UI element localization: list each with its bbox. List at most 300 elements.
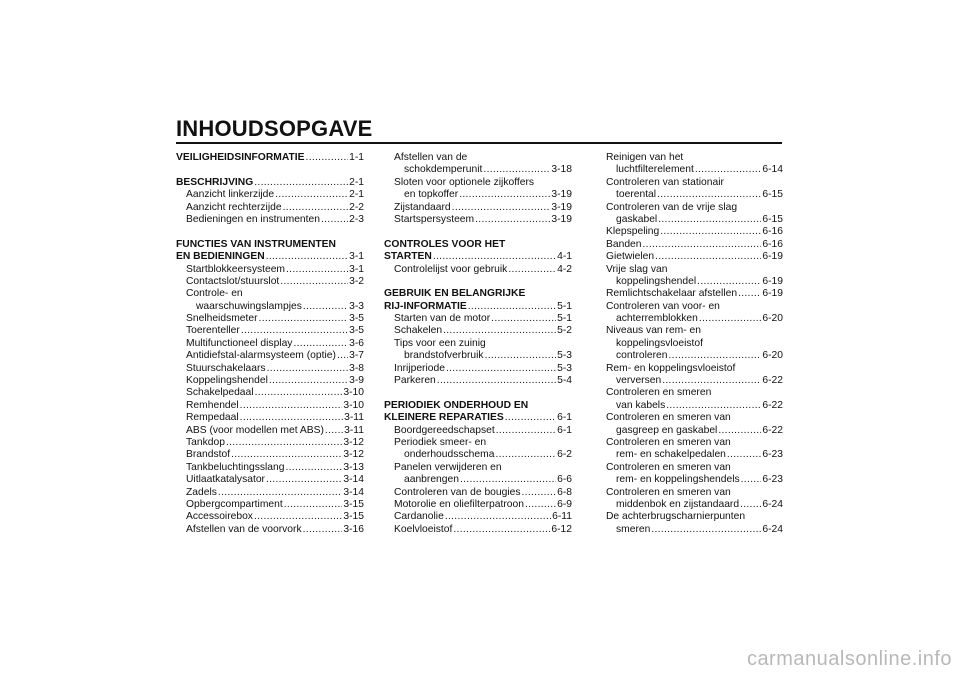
toc-entry-title: rem- en koppelingshendels bbox=[616, 474, 740, 486]
toc-entry-line bbox=[176, 524, 364, 536]
dot-leader bbox=[669, 350, 762, 362]
toc-entry[interactable] bbox=[176, 338, 364, 350]
toc-entry-line bbox=[176, 511, 364, 523]
toc-page-number: 3-7 bbox=[349, 350, 364, 362]
toc-entry[interactable] bbox=[384, 202, 572, 214]
dot-leader bbox=[283, 202, 349, 214]
toc-entry[interactable] bbox=[384, 325, 572, 337]
toc-entry-line bbox=[596, 499, 783, 511]
toc-entry-title: Controleren van de vrije slag bbox=[606, 201, 738, 213]
toc-entry[interactable] bbox=[384, 511, 572, 523]
toc-entry[interactable] bbox=[176, 449, 364, 461]
toc-page-number: 3-11 bbox=[344, 424, 364, 436]
toc-entry-line bbox=[596, 251, 783, 263]
dot-leader bbox=[718, 425, 761, 437]
toc-page-number: 6-19 bbox=[762, 275, 783, 287]
toc-entry[interactable] bbox=[384, 499, 572, 511]
toc-entry-line bbox=[384, 214, 572, 226]
toc-entry-title: Controleren en smeren van bbox=[606, 436, 731, 448]
toc-entry[interactable] bbox=[176, 499, 364, 511]
toc-page-number: 6-20 bbox=[762, 350, 783, 362]
dot-leader bbox=[337, 350, 348, 362]
toc-entry[interactable] bbox=[176, 474, 364, 486]
toc-page-number: 6-1 bbox=[557, 424, 572, 436]
toc-page-number: 2-1 bbox=[349, 189, 364, 201]
toc-entry-title: Koelvloeistof bbox=[394, 523, 453, 535]
section-spacer bbox=[384, 276, 572, 288]
toc-entry[interactable] bbox=[596, 239, 783, 251]
toc-entry-line bbox=[384, 400, 572, 412]
dot-leader bbox=[459, 189, 550, 201]
toc-entry-line bbox=[596, 152, 783, 164]
toc-entry[interactable] bbox=[596, 288, 783, 300]
toc-entry-line bbox=[384, 363, 572, 375]
toc-entry[interactable] bbox=[176, 487, 364, 499]
toc-entry-title: Antidiefstal-alarmsysteem (optie) bbox=[186, 350, 336, 362]
toc-page-number: 3-13 bbox=[343, 461, 364, 473]
toc-entry-title: Inrijperiode bbox=[394, 362, 445, 374]
dot-leader bbox=[468, 301, 556, 313]
toc-page-number: 6-20 bbox=[762, 313, 783, 325]
toc-entry[interactable] bbox=[596, 202, 783, 227]
toc-column-1 bbox=[176, 152, 364, 536]
toc-entry[interactable] bbox=[596, 325, 783, 362]
toc-entry-title: Stuurschakelaars bbox=[186, 362, 266, 374]
toc-entry-title: Koppelingshendel bbox=[186, 375, 268, 387]
toc-entry-title: controleren bbox=[616, 350, 668, 362]
toc-entry-line bbox=[596, 400, 783, 412]
toc-entry-title: Toerenteller bbox=[186, 325, 240, 337]
toc-page-number: 3-6 bbox=[349, 337, 364, 349]
toc-entry-title: Afstellen van de bbox=[394, 152, 468, 163]
toc-page-number: 3-19 bbox=[551, 213, 572, 225]
toc-entry-title: Aanzicht linkerzijde bbox=[186, 189, 275, 201]
toc-entry-title: Startblokkeersysteem bbox=[186, 263, 286, 275]
toc-entry-line bbox=[596, 301, 783, 313]
toc-entry[interactable] bbox=[596, 387, 783, 412]
toc-entry-title: STARTEN bbox=[384, 251, 432, 263]
toc-entry-line bbox=[596, 511, 783, 523]
toc-entry-title: Starten van de motor bbox=[394, 313, 491, 325]
toc-entry-line bbox=[176, 214, 364, 226]
toc-entry-line bbox=[596, 239, 783, 251]
toc-page-number: 3-15 bbox=[343, 511, 364, 523]
toc-entry-line bbox=[384, 437, 572, 449]
toc-entry[interactable] bbox=[176, 462, 364, 474]
toc-entry[interactable] bbox=[596, 412, 783, 437]
toc-entry-title: Banden bbox=[606, 238, 642, 250]
toc-page-number: 6-22 bbox=[762, 399, 783, 411]
toc-entry-line bbox=[176, 251, 364, 263]
toc-entry-title: Rem- en koppelingsvloeistof bbox=[606, 362, 736, 374]
dot-leader bbox=[695, 164, 762, 176]
toc-entry[interactable] bbox=[384, 462, 572, 487]
toc-entry-title: Uitlaatkatalysator bbox=[186, 474, 265, 486]
dot-leader bbox=[303, 301, 348, 313]
toc-entry-title: Vrije slag van bbox=[606, 263, 668, 275]
toc-entry-line bbox=[596, 202, 783, 214]
toc-entry[interactable] bbox=[596, 264, 783, 289]
toc-page-number: 6-23 bbox=[762, 449, 783, 461]
toc-entry-title: waarschuwingslampjes bbox=[196, 300, 302, 312]
toc-entry-line bbox=[384, 202, 572, 214]
toc-page-number: 6-24 bbox=[762, 523, 783, 535]
toc-entry-title: Afstellen van de voorvork bbox=[186, 523, 302, 535]
toc-entry-title: KLEINERE REPARATIES bbox=[384, 412, 504, 424]
toc-page-number: 3-12 bbox=[343, 449, 364, 461]
dot-leader bbox=[437, 375, 556, 387]
toc-entry-line bbox=[596, 387, 783, 399]
toc-page-number: 5-4 bbox=[557, 375, 572, 387]
toc-entry-line bbox=[176, 487, 364, 499]
dot-leader bbox=[267, 363, 349, 375]
toc-entry-title: toerental bbox=[616, 189, 657, 201]
toc-entry-line bbox=[384, 462, 572, 474]
toc-entry-line bbox=[384, 474, 572, 486]
toc-entry-title: Tankbeluchtingsslang bbox=[186, 461, 285, 473]
toc-page-number: 6-22 bbox=[762, 424, 783, 436]
toc-page-number: 6-16 bbox=[762, 226, 783, 238]
toc-entry-title: Tips voor een zuinig bbox=[394, 337, 486, 349]
toc-entry-line bbox=[596, 276, 783, 288]
toc-page-number: 6-8 bbox=[557, 486, 572, 498]
dot-leader bbox=[483, 164, 550, 176]
toc-entry-title: rem- en schakelpedalen bbox=[616, 449, 726, 461]
toc-page-number: 3-10 bbox=[343, 387, 364, 399]
dot-leader bbox=[240, 412, 343, 424]
toc-entry-title: ABS (voor modellen met ABS) bbox=[186, 424, 324, 436]
toc-entry-title: Snelheidsmeter bbox=[186, 313, 258, 325]
toc-entry-line bbox=[176, 288, 364, 300]
toc-page-number: 3-12 bbox=[343, 436, 364, 448]
toc-entry-title: Remhendel bbox=[186, 399, 239, 411]
toc-section-heading[interactable] bbox=[176, 152, 364, 164]
section-spacer bbox=[384, 226, 572, 238]
toc-entry-line bbox=[596, 189, 783, 201]
toc-entry[interactable] bbox=[384, 214, 572, 226]
toc-entry-line bbox=[176, 462, 364, 474]
toc-page-number: 3-15 bbox=[343, 498, 364, 510]
toc-page-number: 6-12 bbox=[551, 523, 572, 535]
toc-page-number: 3-19 bbox=[551, 189, 572, 201]
toc-entry[interactable] bbox=[384, 524, 572, 536]
toc-entry[interactable] bbox=[384, 313, 572, 325]
dot-leader bbox=[254, 177, 348, 189]
toc-page-number: 6-9 bbox=[557, 498, 572, 510]
toc-entry-line bbox=[384, 313, 572, 325]
toc-entry-title: Controleren en smeren van bbox=[606, 486, 731, 498]
toc-entry-title: luchtfilterelement bbox=[616, 164, 694, 176]
toc-page-number: 6-15 bbox=[762, 189, 783, 201]
toc-entry[interactable] bbox=[596, 511, 783, 536]
toc-page-number: 4-2 bbox=[557, 263, 572, 275]
toc-entry-title: Rempedaal bbox=[186, 412, 239, 424]
toc-section-heading[interactable] bbox=[176, 177, 364, 189]
toc-entry-title: GEBRUIK EN BELANGRIJKE bbox=[384, 288, 526, 300]
section-spacer bbox=[384, 387, 572, 399]
toc-entry-line bbox=[384, 152, 572, 164]
dot-leader bbox=[266, 474, 342, 486]
toc-entry-title: Niveaus van rem- en bbox=[606, 325, 701, 337]
toc-entry-line bbox=[384, 189, 572, 201]
toc-entry-title: gaskabel bbox=[616, 213, 658, 225]
dot-leader bbox=[666, 400, 761, 412]
toc-entry-line bbox=[176, 276, 364, 288]
toc-entry-line bbox=[596, 487, 783, 499]
dot-leader bbox=[293, 338, 348, 350]
toc-entry[interactable] bbox=[176, 400, 364, 412]
toc-entry[interactable] bbox=[384, 177, 572, 202]
toc-page-number: 6-2 bbox=[557, 449, 572, 461]
toc-entry[interactable] bbox=[384, 437, 572, 462]
toc-entry-title: Sloten voor optionele zijkoffers bbox=[394, 176, 535, 188]
toc-entry[interactable] bbox=[176, 325, 364, 337]
toc-page-number: 5-3 bbox=[557, 350, 572, 362]
dot-leader bbox=[269, 375, 348, 387]
toc-entry[interactable] bbox=[176, 511, 364, 523]
toc-section-heading[interactable] bbox=[384, 239, 572, 264]
toc-entry-line bbox=[176, 387, 364, 399]
dot-leader bbox=[284, 499, 343, 511]
toc-entry-title: schokdemperunit bbox=[404, 164, 483, 176]
toc-entry-line bbox=[596, 449, 783, 461]
dot-leader bbox=[662, 375, 761, 387]
dot-leader bbox=[231, 449, 342, 461]
toc-entry[interactable] bbox=[176, 412, 364, 424]
toc-entry-title: Controleren en smeren van bbox=[606, 461, 731, 473]
toc-entry[interactable] bbox=[596, 301, 783, 326]
toc-entry-line bbox=[384, 177, 572, 189]
toc-entry-title: Brandstof bbox=[186, 449, 231, 461]
toc-page-number: 5-1 bbox=[557, 313, 572, 325]
toc-entry-title: aanbrengen bbox=[404, 474, 459, 486]
toc-page-number: 3-10 bbox=[343, 399, 364, 411]
toc-page-number: 3-1 bbox=[349, 251, 364, 263]
toc-entry-title: Multifunctioneel display bbox=[186, 337, 293, 349]
dot-leader bbox=[657, 189, 761, 201]
toc-entry-line bbox=[176, 363, 364, 375]
toc-entry[interactable] bbox=[384, 264, 572, 276]
toc-entry-line bbox=[176, 264, 364, 276]
toc-entry-title: Reinigen van het bbox=[606, 152, 684, 163]
toc-entry-line bbox=[596, 164, 783, 176]
toc-entry-line bbox=[384, 524, 572, 536]
dot-leader bbox=[485, 350, 557, 362]
toc-page-number: 2-3 bbox=[349, 213, 364, 225]
dot-leader bbox=[475, 214, 550, 226]
toc-entry[interactable] bbox=[596, 437, 783, 462]
toc-entry-line bbox=[176, 350, 364, 362]
toc-entry-line bbox=[596, 264, 783, 276]
toc-page-number: 3-16 bbox=[343, 523, 364, 535]
toc-entry-title: Boordgereedschapset bbox=[394, 424, 495, 436]
toc-entry[interactable] bbox=[596, 462, 783, 487]
toc-page-number: 6-1 bbox=[557, 412, 572, 424]
toc-entry[interactable] bbox=[596, 487, 783, 512]
toc-entry[interactable] bbox=[176, 425, 364, 437]
toc-entry-title: van kabels bbox=[616, 399, 666, 411]
toc-entry[interactable] bbox=[384, 375, 572, 387]
toc-section-heading[interactable] bbox=[176, 239, 364, 264]
dot-leader bbox=[286, 264, 348, 276]
toc-page-number: 6-6 bbox=[557, 474, 572, 486]
toc-entry[interactable] bbox=[384, 338, 572, 363]
toc-entry-title: Aanzicht rechterzijde bbox=[186, 201, 282, 213]
toc-entry-line bbox=[176, 499, 364, 511]
toc-entry-title: Schakelen bbox=[394, 325, 443, 337]
toc-entry[interactable] bbox=[176, 288, 364, 313]
toc-page-number: 6-22 bbox=[762, 375, 783, 387]
toc-entry-title: Panelen verwijderen en bbox=[394, 461, 502, 473]
toc-section-heading[interactable] bbox=[384, 288, 572, 313]
title-underline bbox=[176, 142, 782, 144]
dot-leader bbox=[443, 325, 556, 337]
toc-entry-line bbox=[176, 202, 364, 214]
toc-section-heading[interactable] bbox=[384, 400, 572, 425]
toc-entry-title: middenbok en zijstandaard bbox=[616, 498, 740, 510]
toc-entry-line bbox=[596, 524, 783, 536]
toc-page-number: 1-1 bbox=[349, 152, 364, 163]
toc-page-number: 3-3 bbox=[349, 300, 364, 312]
toc-entry[interactable] bbox=[176, 363, 364, 375]
toc-entry-title: EN BEDIENINGEN bbox=[176, 251, 265, 263]
dot-leader bbox=[280, 276, 348, 288]
toc-entry[interactable] bbox=[384, 152, 572, 177]
toc-entry-title: RIJ-INFORMATIE bbox=[384, 300, 467, 312]
toc-entry-line bbox=[384, 288, 572, 300]
section-spacer bbox=[176, 226, 364, 238]
toc-entry-title: BESCHRIJVING bbox=[176, 176, 254, 188]
toc-entry[interactable] bbox=[176, 276, 364, 288]
dot-leader bbox=[643, 239, 762, 251]
dot-leader bbox=[655, 251, 761, 263]
toc-entry-title: FUNCTIES VAN INSTRUMENTEN bbox=[176, 238, 336, 250]
toc-entry[interactable] bbox=[176, 202, 364, 214]
toc-entry[interactable] bbox=[596, 226, 783, 238]
toc-page-number: 6-11 bbox=[552, 511, 572, 523]
toc-entry[interactable] bbox=[384, 425, 572, 437]
toc-entry-title: Zijstandaard bbox=[394, 201, 451, 213]
toc-entry-title: Controleren van de bougies bbox=[394, 486, 521, 498]
toc-page-number: 6-16 bbox=[762, 238, 783, 250]
dot-leader bbox=[259, 313, 349, 325]
toc-entry[interactable] bbox=[176, 264, 364, 276]
dot-leader bbox=[495, 449, 556, 461]
toc-entry-title: en topkoffer bbox=[404, 189, 459, 201]
toc-entry-line bbox=[384, 164, 572, 176]
toc-entry-line bbox=[176, 313, 364, 325]
dot-leader bbox=[651, 524, 761, 536]
page-title: INHOUDSOPGAVE bbox=[176, 116, 373, 141]
toc-entry-title: koppelingshendel bbox=[616, 275, 697, 287]
dot-leader bbox=[740, 499, 761, 511]
toc-entry[interactable] bbox=[384, 363, 572, 375]
toc-entry[interactable] bbox=[176, 524, 364, 536]
toc-entry-line bbox=[176, 301, 364, 313]
toc-page-number: 6-23 bbox=[762, 474, 783, 486]
toc-page-number: 4-1 bbox=[557, 251, 572, 263]
toc-entry[interactable] bbox=[176, 189, 364, 201]
toc-entry-line bbox=[596, 226, 783, 238]
toc-entry-title: CONTROLES VOOR HET bbox=[384, 238, 506, 250]
toc-entry-title: smeren bbox=[616, 523, 651, 535]
toc-page-number: 3-18 bbox=[551, 164, 572, 176]
toc-entry-title: De achterbrugscharnierpunten bbox=[606, 511, 746, 523]
toc-entry-line bbox=[176, 474, 364, 486]
toc-entry-line bbox=[384, 412, 572, 424]
toc-entry-line bbox=[176, 338, 364, 350]
toc-entry-line bbox=[596, 338, 783, 350]
dot-leader bbox=[738, 288, 761, 300]
toc-entry[interactable] bbox=[176, 387, 364, 399]
toc-entry-line bbox=[384, 350, 572, 362]
toc-entry-line bbox=[596, 350, 783, 362]
toc-entry[interactable] bbox=[596, 177, 783, 202]
toc-entry[interactable] bbox=[596, 251, 783, 263]
toc-entry[interactable] bbox=[176, 437, 364, 449]
dot-leader bbox=[525, 499, 556, 511]
toc-entry[interactable] bbox=[176, 350, 364, 362]
toc-entry-line bbox=[384, 449, 572, 461]
toc-column-3 bbox=[596, 152, 783, 536]
toc-entry-title: Schakelpedaal bbox=[186, 387, 254, 399]
section-spacer bbox=[176, 164, 364, 176]
toc-entry-title: Bedieningen en instrumenten bbox=[186, 213, 320, 225]
dot-leader bbox=[460, 474, 556, 486]
toc-entry-title: Motorolie en oliefilterpatroon bbox=[394, 498, 524, 510]
toc-entry[interactable] bbox=[176, 214, 364, 226]
dot-leader bbox=[496, 425, 556, 437]
toc-entry[interactable] bbox=[176, 375, 364, 387]
toc-entry-line bbox=[176, 449, 364, 461]
dot-leader bbox=[306, 152, 349, 164]
toc-entry-line bbox=[176, 177, 364, 189]
toc-entry[interactable] bbox=[384, 487, 572, 499]
toc-column-2 bbox=[384, 152, 572, 536]
toc-entry-title: Controleren en smeren van bbox=[606, 412, 731, 424]
toc-entry-title: verversen bbox=[616, 375, 662, 387]
toc-entry-line bbox=[596, 214, 783, 226]
toc-entry-title: Gietwielen bbox=[606, 251, 655, 263]
toc-page-number: 5-1 bbox=[557, 300, 572, 312]
toc-page-number: 3-14 bbox=[343, 474, 364, 486]
dot-leader bbox=[445, 511, 551, 523]
toc-page-number: 6-15 bbox=[762, 213, 783, 225]
toc-entry-title: koppelingsvloeistof bbox=[616, 337, 704, 349]
toc-entry-line bbox=[384, 338, 572, 350]
dot-leader bbox=[433, 251, 556, 263]
dot-leader bbox=[325, 425, 343, 437]
toc-entry-title: Remlichtschakelaar afstellen bbox=[606, 288, 738, 300]
toc-page-number: 3-11 bbox=[344, 412, 364, 424]
dot-leader bbox=[699, 313, 762, 325]
toc-entry-title: Controleren van stationair bbox=[606, 176, 724, 188]
toc-entry[interactable] bbox=[596, 363, 783, 388]
toc-entry-line bbox=[384, 251, 572, 263]
toc-page-number: 2-2 bbox=[349, 201, 364, 213]
toc-entry[interactable] bbox=[596, 152, 783, 177]
toc-entry-title: PERIODIEK ONDERHOUD EN bbox=[384, 399, 529, 411]
dot-leader bbox=[218, 487, 342, 499]
dot-leader bbox=[285, 462, 342, 474]
toc-entry-line bbox=[596, 462, 783, 474]
toc-entry-line bbox=[596, 412, 783, 424]
toc-entry[interactable] bbox=[176, 313, 364, 325]
toc-entry-title: Tankdop bbox=[186, 436, 225, 448]
dot-leader bbox=[660, 226, 761, 238]
dot-leader bbox=[226, 437, 342, 449]
dot-leader bbox=[491, 313, 556, 325]
